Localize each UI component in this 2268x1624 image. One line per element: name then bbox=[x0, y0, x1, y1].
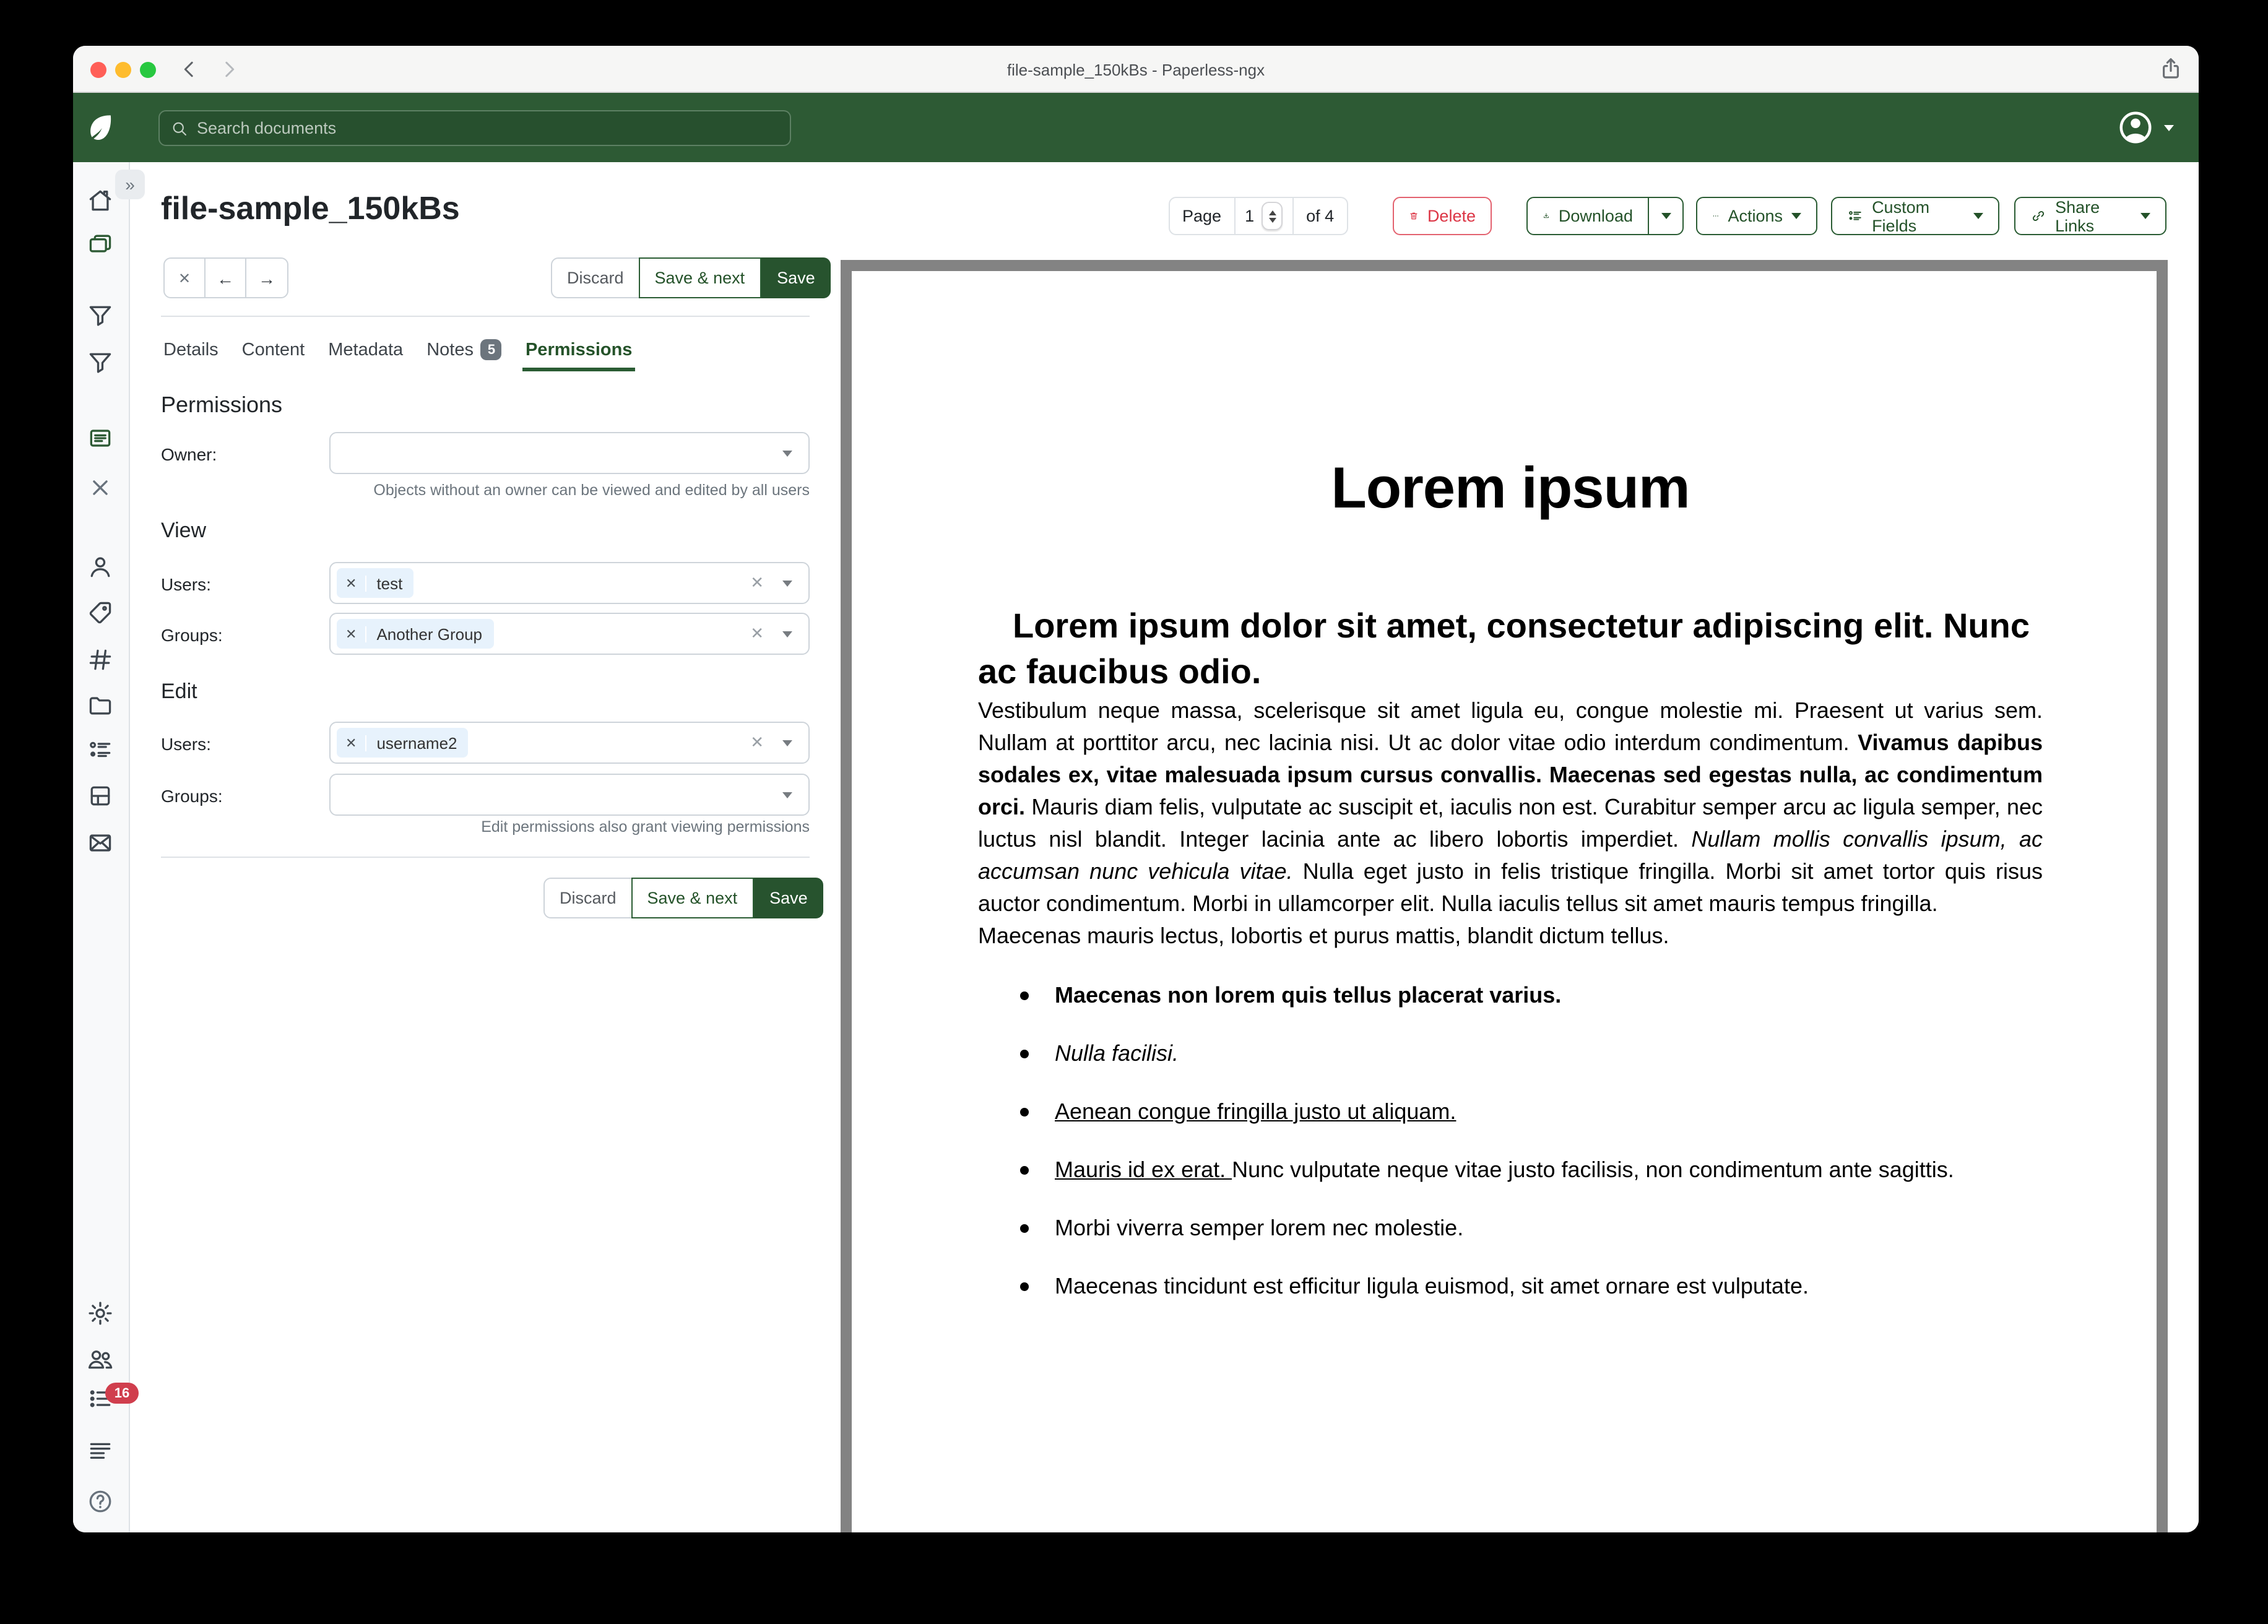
paperless-logo-icon bbox=[83, 110, 118, 145]
edit-users-label: Users: bbox=[161, 734, 211, 754]
owner-select[interactable] bbox=[329, 432, 810, 474]
pdf-bullet-item: Mauris id ex erat. Nunc vulputate neque vitae justo facilisis, non condimentum ante sagittis. bbox=[978, 1154, 2043, 1186]
save-button-group bbox=[551, 257, 831, 298]
link-icon bbox=[2030, 207, 2046, 225]
chevron-down-icon bbox=[1791, 213, 1801, 219]
search-bar bbox=[158, 110, 791, 146]
app-window bbox=[73, 46, 2199, 1532]
chevron-down-icon bbox=[1973, 213, 1983, 219]
logs-icon[interactable] bbox=[87, 1437, 114, 1464]
user-menu[interactable] bbox=[2117, 109, 2174, 146]
next-document-button[interactable]: → bbox=[258, 268, 275, 288]
ellipsis-icon bbox=[1712, 207, 1719, 225]
edit-help-text: Edit permissions also grant viewing permissions bbox=[481, 818, 810, 836]
previous-document-button[interactable]: ← bbox=[206, 259, 246, 297]
chevron-down-icon bbox=[782, 631, 792, 637]
permissions-heading: Permissions bbox=[161, 392, 283, 417]
owner-help-text: Objects without an owner can be viewed and edited by all users bbox=[373, 482, 810, 499]
owner-label: Owner: bbox=[161, 444, 217, 464]
pdf-paragraph: Vestibulum neque massa, scelerisque sit amet ligula eu, congue molestie mi. Praesent ut varius sem. Nullam at porttitor arcu, nec lacinia nisi. Ut ac dolor vitae odio interdum condimentum. Vivamus dapibus sodales ex, vitae malesuada ipsum cursus convallis. Maecenas sed egestas nulla, ac condimentum orci. Mauris diam felis, vulputate ac suscipit et, iaculis non est. Curabitur semper arcu ac ligula semper, nec luctus nisl blandit. Integer lacinia ante ac libero lobortis imperdiet. Nullam mollis convallis ipsum, ac accumsan nunc vehicula vitae. Nulla eget justo in felis tristique fringilla. Morbi sit amet tortor quis risus auctor condimentum. Morbi in ullamcorper elit. Nulla iaculis tellus sit amet mauris tempus fringilla. bbox=[978, 698, 2043, 916]
view-groups-select[interactable] bbox=[329, 613, 810, 655]
custom-fields-icon bbox=[1847, 207, 1863, 225]
download-button[interactable]: Download bbox=[1526, 197, 1649, 235]
tab-content[interactable]: Content bbox=[241, 340, 305, 360]
close-document-button[interactable]: ✕ bbox=[165, 259, 206, 297]
open-document-icon[interactable] bbox=[87, 425, 114, 452]
pdf-bullet-item: Maecenas non lorem quis tellus placerat varius. bbox=[978, 979, 2043, 1011]
download-icon bbox=[1543, 207, 1550, 225]
tab-details[interactable]: Details bbox=[163, 340, 219, 360]
view-users-select[interactable] bbox=[329, 562, 810, 604]
mail-icon[interactable] bbox=[87, 829, 114, 857]
delete-button[interactable]: Delete bbox=[1393, 197, 1492, 235]
download-options-toggle[interactable] bbox=[1649, 197, 1684, 235]
document-nav-group bbox=[163, 257, 288, 298]
search-icon bbox=[171, 119, 188, 137]
custom-fields-icon[interactable] bbox=[87, 736, 114, 764]
remove-chip-icon[interactable] bbox=[337, 626, 366, 642]
dashboard-home-icon[interactable] bbox=[87, 187, 114, 214]
actions-button[interactable]: Actions bbox=[1696, 197, 1817, 235]
pdf-page bbox=[852, 453, 2157, 1302]
notes-count-badge: 5 bbox=[481, 339, 502, 360]
pdf-heading: Lorem ipsum bbox=[1331, 454, 1690, 520]
saved-view-filter-icon[interactable] bbox=[87, 302, 114, 329]
sidebar bbox=[73, 162, 130, 1532]
save-and-next-button[interactable]: Save & next bbox=[631, 878, 754, 918]
discard-button[interactable]: Discard bbox=[543, 878, 633, 918]
page-stepper[interactable] bbox=[1262, 202, 1283, 230]
pdf-paragraph: Maecenas mauris lectus, lobortis et purus mattis, blandit dictum tellus. bbox=[978, 923, 1669, 948]
save-button-group bbox=[543, 878, 824, 918]
chevron-down-icon bbox=[2164, 124, 2174, 131]
page-navigator bbox=[1169, 197, 1348, 235]
edit-users-select[interactable] bbox=[329, 722, 810, 764]
pdf-bullet-item: Aenean congue fringilla justo ut aliquam. bbox=[978, 1095, 2043, 1128]
users-groups-icon[interactable] bbox=[87, 1345, 114, 1373]
pdf-bullet-item: Nulla facilisi. bbox=[978, 1037, 2043, 1069]
view-section-heading: View bbox=[161, 519, 207, 542]
storage-paths-icon[interactable] bbox=[87, 692, 114, 719]
app-body bbox=[73, 162, 2199, 1532]
chevron-down-icon bbox=[782, 740, 792, 746]
download-split-button bbox=[1526, 197, 1684, 235]
close-all-documents-icon[interactable] bbox=[87, 474, 114, 501]
pdf-bullet-item: Morbi viverra semper lorem nec molestie. bbox=[978, 1212, 2043, 1244]
tasks-count-badge: 16 bbox=[105, 1383, 139, 1404]
divider bbox=[161, 316, 810, 317]
discard-button[interactable]: Discard bbox=[551, 257, 640, 298]
document-title: file-sample_150kBs bbox=[161, 189, 460, 227]
page-count-label: of 4 bbox=[1294, 197, 1348, 235]
document-types-icon[interactable] bbox=[87, 646, 114, 673]
chevron-down-icon bbox=[1661, 213, 1671, 219]
view-groups-label: Groups: bbox=[161, 625, 223, 645]
tab-notes[interactable]: Notes 5 bbox=[424, 332, 504, 371]
correspondents-icon[interactable] bbox=[87, 553, 114, 581]
save-button[interactable]: Save bbox=[761, 257, 831, 298]
clear-select-icon[interactable] bbox=[750, 573, 764, 593]
search-input[interactable] bbox=[197, 119, 779, 137]
save-and-next-button[interactable]: Save & next bbox=[639, 257, 761, 298]
page-label: Page bbox=[1169, 197, 1235, 235]
help-icon[interactable] bbox=[87, 1488, 114, 1515]
chevron-down-icon bbox=[2140, 213, 2150, 219]
selected-user-chip: ✕ username2 bbox=[337, 728, 469, 758]
window-title: file-sample_150kBs - Paperless-ngx bbox=[1006, 60, 1265, 79]
share-links-button[interactable]: Share Links bbox=[2014, 197, 2166, 235]
page-number-value[interactable]: 1 bbox=[1245, 207, 1255, 225]
custom-fields-button[interactable]: Custom Fields bbox=[1831, 197, 1999, 235]
saved-view-filter-icon[interactable] bbox=[87, 349, 114, 376]
sidebar-expand-toggle[interactable] bbox=[115, 170, 145, 199]
page-input-segment bbox=[1235, 197, 1294, 235]
edit-groups-label: Groups: bbox=[161, 786, 223, 806]
clear-select-icon[interactable] bbox=[750, 733, 764, 753]
workflows-icon[interactable] bbox=[87, 782, 114, 810]
selected-group-chip: ✕ Another Group bbox=[337, 619, 493, 649]
pdf-bullet-item: Maecenas tincidunt est efficitur ligula euismod, sit amet ornare est vulputate. bbox=[978, 1270, 2043, 1302]
tags-icon[interactable] bbox=[87, 599, 114, 626]
pdf-subheading: Lorem ipsum dolor sit amet, consectetur adipiscing elit. Nunc ac faucibus odio. bbox=[978, 607, 2030, 691]
macos-titlebar bbox=[73, 46, 2199, 93]
chevron-down-icon bbox=[782, 451, 792, 457]
pdf-bullet-list bbox=[978, 979, 2043, 1302]
documents-icon[interactable] bbox=[87, 230, 114, 257]
edit-section-heading: Edit bbox=[161, 680, 197, 703]
chevron-down-icon bbox=[782, 581, 792, 587]
view-users-label: Users: bbox=[161, 574, 211, 594]
share-icon[interactable] bbox=[2158, 56, 2184, 82]
avatar-icon bbox=[2117, 109, 2154, 146]
tab-permissions[interactable]: Permissions bbox=[523, 332, 635, 371]
document-detail-pane bbox=[130, 162, 2199, 1532]
trash-icon bbox=[1409, 207, 1419, 225]
remove-chip-icon[interactable] bbox=[337, 575, 366, 591]
selected-user-chip: ✕ test bbox=[337, 568, 413, 598]
detail-tabs bbox=[161, 330, 634, 373]
divider bbox=[161, 857, 810, 858]
pdf-preview-frame[interactable] bbox=[841, 260, 2168, 1532]
settings-gear-icon[interactable] bbox=[87, 1300, 114, 1327]
chevron-down-icon bbox=[782, 792, 792, 798]
remove-chip-icon[interactable] bbox=[337, 735, 366, 751]
app-navbar bbox=[73, 93, 2199, 162]
save-button[interactable]: Save bbox=[753, 878, 824, 918]
edit-groups-select[interactable] bbox=[329, 774, 810, 816]
clear-select-icon[interactable] bbox=[750, 624, 764, 644]
tab-metadata[interactable]: Metadata bbox=[328, 340, 404, 360]
